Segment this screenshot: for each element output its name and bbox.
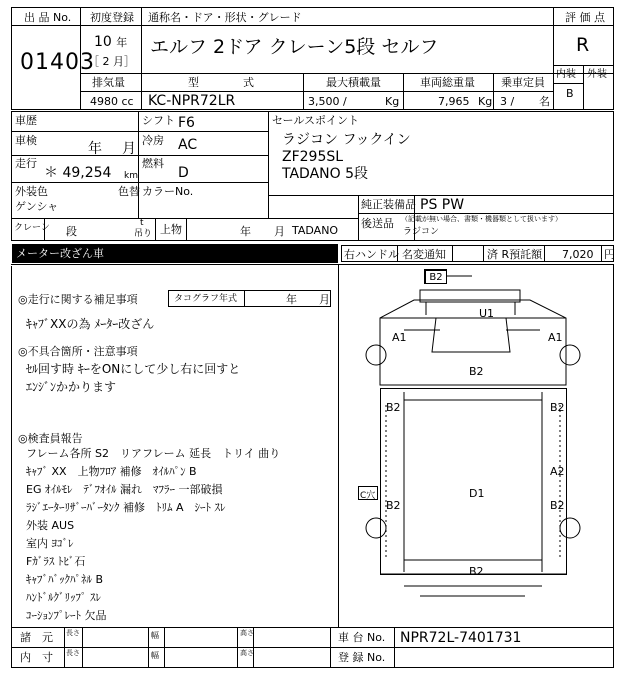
recycle-label: 済 R預託額 [487,248,543,261]
inspector-line-6: 室内 ﾖｺﾞﾚ [26,537,74,550]
diagram-bed-dashes [386,405,560,560]
exterior-grade-label: 外装 [587,69,607,80]
diagram-label-b2-rear-left: B2 [386,499,401,512]
color-label: 外装色 [15,185,48,198]
shift-label: シフト [142,114,175,127]
mount-maker: TADANO [292,224,339,237]
lot-no: 01403 [20,50,95,75]
shaken-label: 車検 [15,134,37,147]
shaken-month: 月 [122,141,136,157]
inspector-line-8: ｷｬﾌﾞﾊﾞｯｸﾊﾟﾈﾙ B [26,573,104,586]
defect-line-2: ｴﾝｼﾞﾝかかります [26,380,117,394]
diagram-label-b2-right: B2 [550,401,565,414]
aftermarket-note: （記載が無い場合、書類・機器類として扱います） [401,215,562,223]
defect-title: ◎不具合箇所・注意事項 [18,345,138,358]
dims-label: 諸 元 [20,631,53,644]
capacity-unit: 名 [539,95,550,108]
chassis-label: 車 台 No. [338,631,386,644]
dims-width-label: 幅 [151,631,159,640]
mount-year: 年 [240,225,251,238]
mileage-value: ＊ 49,254 [44,165,112,181]
dims-height-label: 高さ [240,629,254,637]
car-name-label: 通称名・ドア・形状・グレード [148,11,302,24]
mileage-label: 走行 [15,157,37,170]
defect-line-1: ｾﾙ回す時 ｷｰをONにして少し右に回すと [26,362,241,376]
rating-label: 評 価 点 [565,11,605,24]
interior-length-label: 長さ [66,649,80,657]
diagram-label-a2: A2 [550,465,565,478]
model-code: KC-NPR72LR [148,93,236,109]
diagram-wheel-fr [560,345,580,365]
crane-label: クレーン [14,223,50,233]
diagram-bed-inner [404,392,542,572]
aftermarket-value: ラジコン [403,227,440,237]
capacity-label: 乗車定員 [501,76,545,89]
first-reg-label: 初度登録 [90,11,134,24]
inspector-line-7: Fｶﾞﾗｽ ﾄﾋﾞ石 [26,555,86,568]
diagram-label-b2-rear: B2 [469,565,484,578]
handle-info: 右ハンドル [344,248,399,261]
displacement: 4980 cc [90,95,134,108]
crane-hanging: 吊り [134,229,153,239]
name-change-label: 名変通知 [402,248,446,261]
diagram-bed [381,389,567,578]
car-name: エルフ 2ドア クレーン5段 セルフ [150,36,439,58]
tacho-month: 月 [319,293,330,306]
interior-dims-label: 内 寸 [20,651,53,664]
first-reg-year: 10 年 [94,34,128,50]
max-load-label: 最大積載量 [326,76,381,89]
genuine-label: 純正装備品 [361,198,416,211]
gross-weight-label: 車両総重量 [420,76,475,89]
mileage-unit: km [124,171,138,181]
model-label: 型 式 [188,76,254,89]
inspector-line-2: ｷｬﾌﾞ XX 上物ﾌﾛｱ 補修 ｵｲﾙﾊﾟﾝ B [26,465,197,478]
registration-label: 登 録 No. [338,651,386,664]
displacement-label: 排気量 [92,76,125,89]
sales-point-1: ラジコン フックイン [282,132,411,148]
diagram-cab-lines [380,318,566,330]
inspector-line-3: EG ｵｲﾙﾓﾚ ﾃﾞﾌｵｲﾙ 漏れ ﾏﾌﾗｰ 一部破損 [26,483,223,496]
diagram-label-b2-rear-right: B2 [550,499,565,512]
gross-weight: 7,965 [438,95,470,108]
diagram-label-u1: U1 [479,307,495,320]
tacho-year: 年 [286,293,297,306]
diagram-label-c-hole: C穴 [358,486,378,500]
genuine-value: PS PW [420,197,465,213]
diagram-label-d1: D1 [469,487,485,500]
sales-point-2: ZF295SL [282,149,344,165]
max-load-unit: Kg [385,95,400,108]
diagram-label-b2-cab: B2 [469,365,484,378]
lot-no-label: 出 品 No. [24,11,72,24]
recycle-amount: 7,020 [562,248,594,261]
crane-ton: t [140,218,144,228]
diagram-label-a1-left: A1 [392,331,407,344]
crane-step: 段 [66,225,77,238]
interior-width-label: 幅 [151,651,159,660]
fuel-label: 燃料 [142,157,164,170]
diagram-wheel-fl [366,345,386,365]
inspector-line-1: フレーム各所 S2 リアフレーム 延長 トリイ 曲り [26,447,281,460]
mount-month: 月 [274,225,285,238]
chassis-number: NPR72L-7401731 [400,630,522,646]
rating-value: R [576,34,590,56]
fuel-value: D [178,165,189,181]
ac-value: AC [178,137,198,153]
interior-grade: B [566,87,574,100]
aftermarket-label: 後送品 [361,217,394,230]
gross-weight-unit: Kg [478,95,493,108]
recycle-unit: 円 [604,248,615,261]
diagram-wheel-rl [366,518,386,538]
inspector-line-10: ｺｰｼｮﾝﾌﾟﾚｰﾄ 欠品 [26,609,107,622]
first-reg-month: ［ 2 月］ [88,55,135,68]
inspector-line-5: 外装 AUS [26,519,75,532]
color-change-label: 色替 [118,185,140,198]
diagram-wheel-rr [560,518,580,538]
diagram-label-b2-front: B2 [425,270,447,284]
history-label: 車歴 [15,114,37,127]
interior-height-label: 高さ [240,649,254,657]
shift-value: F6 [178,115,195,131]
sales-point-3: TADANO 5段 [282,166,369,182]
mount-label: 上物 [160,223,182,236]
sales-point-label: セールスポイント [272,114,360,127]
diagram-windshield [432,318,510,352]
meter-tampered-text: メーター改ざん車 [16,247,104,260]
driving-note: ｷｬﾌﾞXXの為 ﾒｰﾀｰ改ざん [26,317,155,331]
color-value: ゲンシャ [15,200,59,213]
shaken-year: 年 [88,141,102,157]
diagram-label-a1-right: A1 [548,331,563,344]
max-load: 3,500 / [308,95,347,108]
diagram-label-b2-left: B2 [386,401,401,414]
ac-label: 冷房 [142,134,164,147]
capacity: 3 / [500,95,515,108]
color-no-label: カラーNo. [142,185,194,198]
interior-grade-label: 内装 [556,69,576,80]
tacho-label: タコグラフ年式 [174,294,238,304]
inspector-title: ◎検査員報告 [18,432,83,445]
inspector-line-4: ﾗｼﾞｴｰﾀｰﾘｻﾞｰﾊﾞｰﾀﾝｸ 補修 ﾄﾘﾑ A ｼｰﾄ ｽﾚ [26,501,226,514]
dims-length-label: 長さ [66,629,80,637]
driving-title: ◎走行に関する補足事項 [18,293,138,306]
inspector-line-9: ﾊﾝﾄﾞﾙｸﾞﾘｯﾌﾟ ｽﾚ [26,591,101,604]
